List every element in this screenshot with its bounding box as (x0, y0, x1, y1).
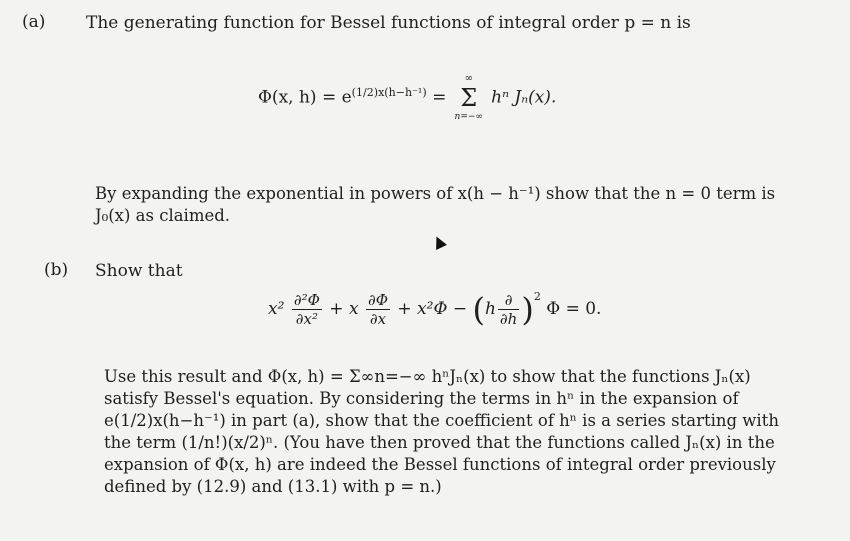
part-a-intro: The generating function for Bessel functions of integral order p = n is (86, 13, 691, 33)
plus-x: + x (329, 299, 359, 319)
part-b-intro: Show that (95, 261, 183, 281)
part-b-text: Use this result and Φ(x, h) = Σ∞n=−∞ hⁿJₙ(x) to show that the functions Jₙ(x) satisfy Bessel's equation. By considering the terms in hⁿ in the expansion of e(1/2)x(h−h⁻¹) in part (a), show that the coefficient of hⁿ is a series starting with the term (1/n!)(x/2)ⁿ. (You have then proved that the functions called Jₙ(x) in the expansion of Φ(x, h) are indeed the Bessel functions of integral order previously defined by (12.9) and (13.1) with p = n.) (104, 367, 779, 496)
equation-equals: = (432, 87, 447, 108)
sum-lower-limit: n=−∞ (454, 112, 483, 123)
equation-tail: Φ = 0. (546, 299, 602, 319)
first-derivative-numerator: ∂Φ (367, 291, 389, 309)
second-derivative-numerator: ∂²Φ (293, 291, 320, 309)
left-paren: ( (472, 290, 485, 329)
equation-lhs: Φ(x, h) = e (258, 87, 352, 108)
right-paren: ) (521, 290, 534, 329)
second-derivative-denominator: ∂x² (295, 310, 318, 328)
sum-upper-limit: ∞ (464, 73, 473, 85)
summation (452, 73, 486, 123)
first-derivative-fraction (366, 291, 390, 328)
h-derivative-numerator: ∂ (498, 291, 519, 310)
first-derivative-denominator: ∂x (369, 310, 387, 328)
h-factor: h (484, 299, 496, 319)
equation-rhs: hⁿ Jₙ(x). (491, 87, 557, 108)
equation-exponent: (1/2)x(h−h⁻¹) (351, 86, 427, 99)
h-derivative-denominator: ∂h (499, 310, 518, 328)
bessel-pde-equation (268, 290, 601, 329)
part-b-label: (b) (44, 260, 69, 280)
part-a-label: (a) (22, 12, 46, 32)
sum-symbol: Σ (460, 84, 478, 113)
part-a-text: By expanding the exponential in powers of x(h − h⁻¹) show that the n = 0 term is J₀(x) as claimed. (95, 184, 776, 225)
second-derivative-fraction (292, 291, 322, 328)
coef-x-squared: x² (268, 299, 285, 319)
mouse-cursor-icon (431, 234, 447, 250)
middle-terms: + x²Φ − (397, 299, 468, 319)
operator-power: 2 (533, 290, 541, 303)
h-derivative-fraction (498, 291, 519, 328)
generating-function-equation (258, 73, 557, 123)
